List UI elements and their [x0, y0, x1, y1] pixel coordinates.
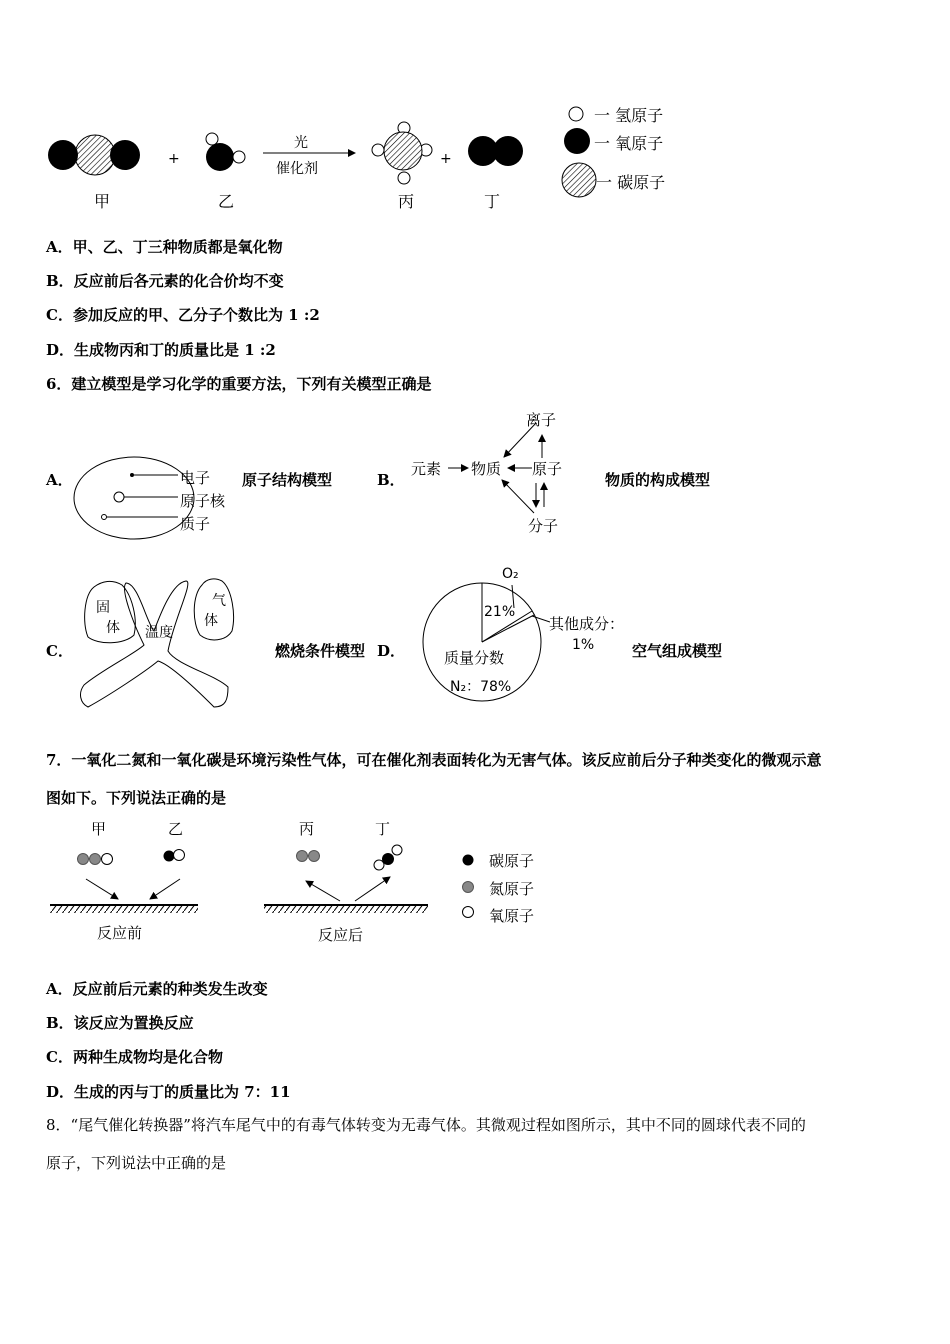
label-electron: 电子	[180, 469, 211, 487]
label-matter: 物质	[471, 460, 502, 478]
q5-option-b[interactable]: B．反应前后各元素的化合价均不变	[46, 272, 284, 290]
label-solid-1: 固	[96, 600, 110, 616]
label-o2-percent: 21%	[484, 604, 516, 620]
label-temperature: 温度	[145, 625, 173, 641]
q7-stem-line2: 图如下。下列说法正确的是	[46, 789, 227, 807]
label-other-percent: 1%	[572, 637, 595, 653]
reaction-arrow	[263, 149, 356, 157]
q7-option-d[interactable]: D．生成的丙与丁的质量比为 7：11	[46, 1083, 291, 1101]
label-jia: 甲	[94, 192, 111, 211]
q7-stem-line1: 7．一氧化二氮和一氧化碳是环境污染性气体，可在催化剂表面转化为无害气体。该反应前后分子种类变化的微观示意	[46, 751, 822, 769]
legend-oxygen: 一 氧原子	[594, 134, 664, 153]
molecule-ding	[468, 136, 523, 166]
legend-oxygen-atom: 氧原子	[489, 907, 535, 925]
label-mass-fraction: 质量分数	[444, 649, 505, 667]
q6-a-caption: 原子结构模型	[242, 471, 333, 489]
before-surface	[50, 905, 198, 913]
label-bing: 丙	[398, 192, 415, 211]
plus-sign: +	[168, 151, 180, 167]
label-ion: 离子	[526, 411, 557, 429]
arrow-condition-light: 光	[294, 135, 308, 151]
molecule-n2o	[78, 854, 113, 865]
q7-option-c[interactable]: C．两种生成物均是化合物	[46, 1048, 223, 1066]
legend-nitrogen-atom: 氮原子	[489, 880, 535, 898]
q7-label-bing: 丙	[299, 820, 315, 838]
q7-label-jia: 甲	[91, 820, 107, 838]
molecule-co	[164, 850, 185, 862]
legend-carbon-atom: 碳原子	[489, 852, 535, 870]
molecule-co2	[374, 845, 402, 870]
molecule-yi	[206, 133, 245, 171]
label-yi: 乙	[218, 192, 235, 211]
label-after-reaction: 反应后	[318, 926, 364, 944]
combustion-condition-model	[76, 575, 256, 715]
label-other-components: 其他成分：	[549, 615, 625, 633]
label-nucleus: 原子核	[180, 492, 226, 510]
legend-carbon: 一 碳原子	[596, 173, 666, 192]
label-proton: 质子	[180, 515, 211, 533]
label-before-reaction: 反应前	[97, 924, 143, 942]
q6-c-caption: 燃烧条件模型	[275, 642, 366, 660]
molecule-bing	[372, 122, 432, 184]
legend-hydrogen: 一 氢原子	[594, 106, 664, 125]
after-surface	[264, 905, 428, 913]
q6-option-b-letter[interactable]: B．	[377, 471, 405, 489]
q6-stem: 6．建立模型是学习化学的重要方法，下列有关模型正确是	[46, 375, 432, 393]
arrow-condition-catalyst: 催化剂	[276, 161, 318, 177]
q6-option-a-letter[interactable]: A．	[46, 471, 73, 489]
plus-sign: +	[440, 151, 452, 167]
q5-reaction-figure	[40, 95, 700, 215]
q8-stem-line2: 原子，下列说法中正确的是	[46, 1154, 227, 1172]
molecule-jia	[48, 135, 140, 175]
label-n2: N₂：78%	[450, 679, 512, 695]
q6-option-c-letter[interactable]: C．	[46, 642, 73, 660]
atom-legend	[562, 106, 665, 197]
q5-option-c[interactable]: C．参加反应的甲、乙分子个数比为 1 :2	[46, 306, 320, 324]
q6-d-caption: 空气组成模型	[632, 642, 723, 660]
q7-atom-legend	[463, 855, 474, 918]
q7-label-ding: 丁	[375, 820, 391, 838]
q6-b-caption: 物质的构成模型	[605, 471, 711, 489]
label-molecule: 分子	[528, 517, 559, 535]
q8-stem-line1: 8．“尾气催化转换器”将汽车尾气中的有毒气体转变为无毒气体。其微观过程如图所示，其中不同的圆球代表不同的	[46, 1116, 806, 1134]
q5-option-a[interactable]: A．甲、乙、丁三种物质都是氧化物	[46, 238, 283, 256]
q7-label-yi: 乙	[168, 820, 184, 838]
label-ding: 丁	[484, 192, 501, 211]
q6-option-d-letter[interactable]: D．	[377, 642, 406, 660]
label-gas-1: 气	[212, 593, 226, 609]
molecule-n2	[297, 851, 320, 862]
label-solid-2: 体	[106, 620, 120, 636]
q7-option-a[interactable]: A．反应前后元素的种类发生改变	[46, 980, 268, 998]
composition-arrows	[440, 405, 580, 525]
label-gas-2: 体	[204, 613, 218, 629]
label-atom: 原子	[532, 460, 563, 478]
label-o2: O₂	[502, 566, 519, 582]
q7-option-b[interactable]: B．该反应为置换反应	[46, 1014, 194, 1032]
q5-option-d[interactable]: D．生成物丙和丁的质量比是 1 :2	[46, 341, 276, 359]
label-element: 元素	[411, 460, 442, 478]
